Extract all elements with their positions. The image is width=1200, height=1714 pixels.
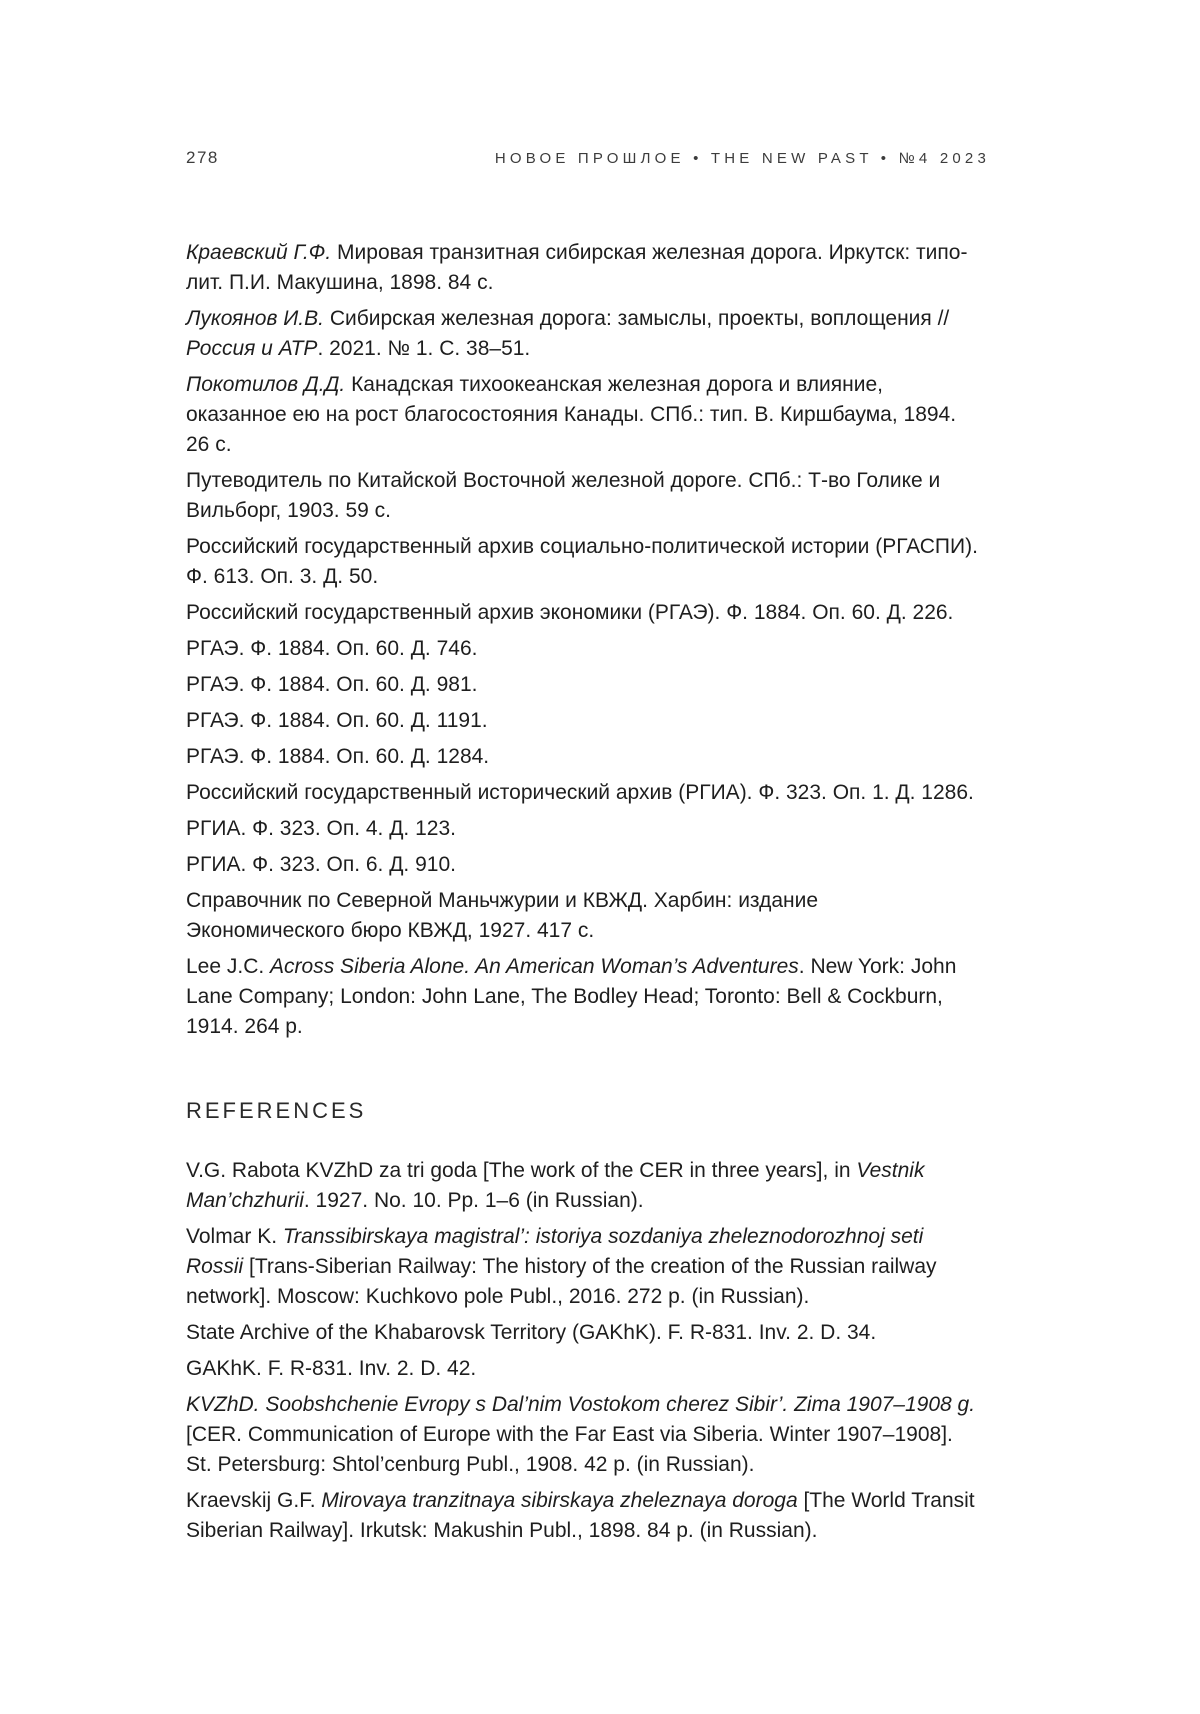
bibliography-entry	[186, 952, 981, 1042]
bibliography-entry	[186, 670, 981, 700]
entry-text-italic: KVZhD. Soobshchenie Evropy s Dal’nim Vostokom cherez Sibir’. Zima 1907–1908 g.	[186, 1393, 976, 1416]
references-list	[186, 1156, 981, 1546]
page-header	[186, 148, 990, 168]
bibliography-entry	[186, 850, 981, 880]
reference-entry	[186, 1354, 981, 1384]
entry-text: State Archive of the Khabarovsk Territory (GAKhK). F. R-831. Inv. 2. D. 34.	[186, 1321, 877, 1344]
entry-text: РГИА. Ф. 323. Оп. 6. Д. 910.	[186, 853, 456, 876]
entry-text: GAKhK. F. R-831. Inv. 2. D. 42.	[186, 1357, 477, 1380]
page-number: 278	[186, 148, 219, 167]
bibliography-entry	[186, 742, 981, 772]
entry-text-italic: Transsibirskaya magistral’: istoriya sozdaniya zheleznodorozhnoj seti Rossii	[186, 1225, 924, 1278]
journal-title: НОВОЕ ПРОШЛОЕ • THE NEW PAST • №4 2023	[494, 150, 990, 167]
page-content	[186, 238, 981, 1546]
entry-text-italic: Vestnik Man’chzhurii	[186, 1159, 925, 1212]
bibliography-entry	[186, 634, 981, 664]
references-heading: REFERENCES	[186, 1098, 367, 1123]
bibliography-entry	[186, 886, 981, 946]
reference-entry	[186, 1222, 981, 1312]
entry-text: РГАЭ. Ф. 1884. Оп. 60. Д. 746.	[186, 637, 478, 660]
entry-text: РГАЭ. Ф. 1884. Оп. 60. Д. 981.	[186, 673, 478, 696]
entry-text: Российский государственный исторический архив (РГИА). Ф. 323. Оп. 1. Д. 1286.	[186, 781, 974, 804]
entry-text: Мировая транзитная сибирская железная дорога. Иркутск: типо-лит. П.И. Макушина, 1898. 84 с.	[186, 241, 968, 294]
reference-entry	[186, 1156, 981, 1216]
entry-text: . 1927. No. 10. Pp. 1–6 (in Russian).	[303, 1189, 644, 1212]
entry-text-italic: Краевский Г.Ф.	[186, 241, 332, 264]
bibliography-entry	[186, 814, 981, 844]
entry-text: Kraevskij G.F.	[186, 1489, 322, 1512]
bibliography-section	[186, 238, 981, 1042]
bibliography-list	[186, 238, 981, 1042]
entry-text: [The World Transit Siberian Railway]. Irkutsk: Makushin Publ., 1898. 84 p. (in Russian).	[186, 1489, 975, 1542]
entry-text: [CER. Communication of Europe with the Far East via Siberia. Winter 1907–1908]. St. Petersburg: Shtol’cenburg Publ., 1908. 42 p. (in Russian).	[186, 1423, 953, 1476]
bibliography-entry	[186, 304, 981, 364]
entry-text: . 2021. № 1. С. 38–51.	[317, 337, 531, 360]
entry-text: Российский государственный архив экономики (РГАЭ). Ф. 1884. Оп. 60. Д. 226.	[186, 601, 954, 624]
entry-text: Сибирская железная дорога: замыслы, проекты, воплощения //	[323, 307, 950, 330]
bibliography-entry	[186, 706, 981, 736]
entry-text-italic: Mirovaya tranzitnaya sibirskaya zheleznaya doroga	[321, 1489, 798, 1512]
bibliography-entry	[186, 532, 981, 592]
entry-text: РГИА. Ф. 323. Оп. 4. Д. 123.	[186, 817, 456, 840]
bibliography-entry	[186, 370, 981, 460]
entry-text-italic: Россия и АТР	[186, 337, 318, 360]
entry-text: Путеводитель по Китайской Восточной железной дороге. СПб.: Т-во Голике и Вильборг, 1903. 59 с.	[186, 469, 941, 522]
references-section	[186, 1098, 981, 1546]
bibliography-entry	[186, 598, 981, 628]
entry-text: Lee J.C.	[186, 955, 271, 978]
entry-text: РГАЭ. Ф. 1884. Оп. 60. Д. 1284.	[186, 745, 490, 768]
bibliography-entry	[186, 238, 981, 298]
entry-text: [Trans-Siberian Railway: The history of the creation of the Russian railway network]. Moscow: Kuchkovo pole Publ., 2016. 272 p. (in Russian).	[186, 1255, 937, 1308]
entry-text: Канадская тихоокеанская железная дорога и влияние, оказанное ею на рост благосостояния Канады. СПб.: тип. В. Киршбаума, 1894. 26 с.	[186, 373, 957, 456]
entry-text: Справочник по Северной Маньчжурии и КВЖД. Харбин: издание Экономического бюро КВЖД, 1927. 417 с.	[186, 889, 819, 942]
entry-text: РГАЭ. Ф. 1884. Оп. 60. Д. 1191.	[186, 709, 488, 732]
entry-text: V.G. Rabota KVZhD za tri goda [The work of the CER in three years], in	[186, 1159, 857, 1182]
entry-text: . New York: John Lane Company; London: John Lane, The Bodley Head; Toronto: Bell & Cockburn, 1914. 264 p.	[186, 955, 957, 1038]
entry-text: Российский государственный архив социально-политической истории (РГАСПИ). Ф. 613. Оп. 3. Д. 50.	[186, 535, 978, 588]
reference-entry	[186, 1318, 981, 1348]
reference-entry	[186, 1486, 981, 1546]
entry-text-italic: Покотилов Д.Д.	[186, 373, 346, 396]
entry-text-italic: Лукоянов И.В.	[186, 307, 324, 330]
bibliography-entry	[186, 778, 981, 808]
entry-text-italic: Across Siberia Alone. An American Woman’s Adventures	[270, 955, 799, 978]
entry-text: Volmar K.	[186, 1225, 283, 1248]
reference-entry	[186, 1390, 981, 1480]
bibliography-entry	[186, 466, 981, 526]
